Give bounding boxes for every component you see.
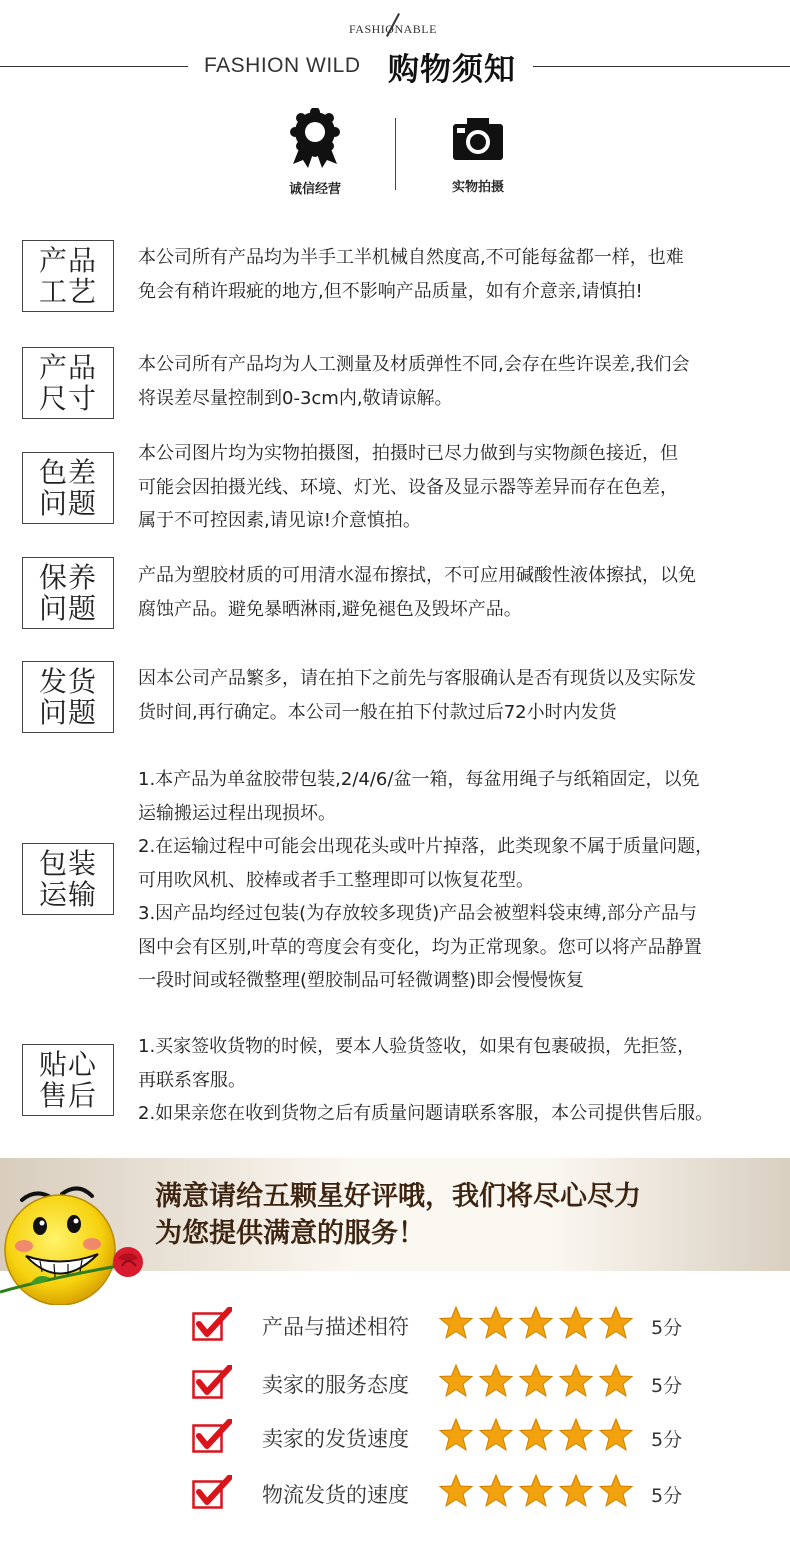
section-text-line: 2.如果亲您在收到货物之后有质量问题请联系客服，本公司提供售后服。	[138, 1103, 714, 1124]
section-text-line: 1.买家签收货物的时候，要本人验货签收，如果有包裹破损，先拒签，	[138, 1036, 696, 1057]
star-icon	[558, 1473, 594, 1509]
checkbox-checked-icon	[192, 1475, 232, 1509]
page-title: 购物须知	[388, 52, 516, 88]
award-ribbon-icon	[289, 108, 341, 168]
rating-score: 5分	[651, 1429, 683, 1451]
section-label-line: 问题	[38, 592, 97, 625]
section-text	[138, 437, 778, 538]
star-icon	[438, 1473, 474, 1509]
star-icon	[598, 1473, 634, 1509]
section-label-line: 贴心	[38, 1048, 97, 1081]
rating-row	[0, 1417, 790, 1457]
section-label-line: 产品	[38, 351, 97, 384]
section-text	[138, 241, 778, 308]
star-icon	[558, 1417, 594, 1453]
star-icon	[438, 1417, 474, 1453]
section-text-line: 腐蚀产品。避免暴晒淋雨,避免褪色及毁坏产品。	[138, 598, 522, 620]
section-label-line: 色差	[38, 456, 97, 489]
star-icon	[478, 1363, 514, 1399]
section-text	[138, 1030, 778, 1131]
header-small-text: FASHIONABLE	[349, 22, 437, 36]
section-label-line: 工艺	[38, 275, 97, 308]
rating-score: 5分	[651, 1485, 683, 1507]
star-rating	[438, 1417, 634, 1453]
star-icon	[558, 1363, 594, 1399]
section-label-line: 问题	[38, 487, 97, 520]
section-label-line: 售后	[38, 1079, 97, 1112]
rating-label: 卖家的发货速度	[262, 1427, 409, 1451]
star-icon	[558, 1305, 594, 1341]
section-text-line: 3.因产品均经过包装(为存放较多现货)产品会被塑料袋束缚,部分产品与	[138, 903, 697, 924]
section-label	[22, 347, 114, 419]
star-icon	[518, 1305, 554, 1341]
star-icon	[518, 1417, 554, 1453]
header-rule-right	[533, 66, 790, 67]
rating-label: 卖家的服务态度	[262, 1373, 409, 1397]
section-label-line: 包装	[38, 847, 97, 880]
star-icon	[518, 1363, 554, 1399]
star-icon	[598, 1417, 634, 1453]
camera-icon	[451, 116, 505, 162]
section-label	[22, 843, 114, 915]
section-label	[22, 1044, 114, 1116]
section-text-line: 将误差尽量控制到0-3cm内,敬请谅解。	[138, 387, 453, 409]
section-text-line: 图中会有区别,叶草的弯度会有变化，均为正常现象。您可以将产品静置	[138, 936, 702, 958]
section-label-line: 发货	[38, 665, 97, 698]
section-text	[138, 662, 778, 729]
section-label	[22, 452, 114, 524]
rating-label: 产品与描述相符	[262, 1315, 409, 1339]
section-text-line: 属于不可控因素,请见谅!介意慎拍。	[138, 510, 421, 531]
banner-line: 为您提供满意的服务！	[155, 1218, 425, 1249]
checkbox-checked-icon	[192, 1419, 232, 1453]
banner-text	[155, 1178, 641, 1252]
smiley-with-rose-icon	[0, 1160, 160, 1305]
star-icon	[518, 1473, 554, 1509]
section-text-line: 免会有稍许瑕疵的地方,但不影响产品质量，如有介意亲,请慎拍!	[138, 280, 643, 302]
rating-row	[0, 1305, 790, 1345]
star-rating	[438, 1305, 634, 1341]
star-rating	[438, 1473, 634, 1509]
section-text	[138, 559, 778, 626]
star-icon	[598, 1305, 634, 1341]
star-icon	[438, 1305, 474, 1341]
header-brand: FASHION WILD	[204, 54, 361, 77]
section-label-line: 保养	[38, 561, 97, 594]
section-label	[22, 557, 114, 629]
checkbox-checked-icon	[192, 1307, 232, 1341]
star-icon	[598, 1363, 634, 1399]
rating-row	[0, 1473, 790, 1513]
star-icon	[438, 1363, 474, 1399]
section-label	[22, 661, 114, 733]
section-text-line: 运输搬运过程出现损坏。	[138, 802, 336, 824]
section-label-line: 尺寸	[38, 382, 97, 415]
section-label-line: 运输	[38, 878, 97, 911]
section-text	[138, 348, 778, 415]
badge-divider	[395, 118, 396, 190]
section-text-line: 产品为塑胶材质的可用清水湿布擦拭，不可应用碱酸性液体擦拭，以免	[138, 565, 696, 586]
badge-real-photo	[418, 116, 538, 195]
section-text-line: 2.在运输过程中可能会出现花头或叶片掉落，此类现象不属于质量问题，	[138, 836, 714, 857]
banner-line: 满意请给五颗星好评哦，我们将尽心尽力	[155, 1181, 641, 1212]
star-rating	[438, 1363, 634, 1399]
checkbox-checked-icon	[192, 1365, 232, 1399]
section-text-line: 本公司所有产品均为半手工半机械自然度高,不可能每盆都一样，也难	[138, 247, 684, 268]
section-text	[138, 763, 778, 998]
section-text-line: 1.本产品为单盆胶带包装,2/4/6/盆一箱，每盆用绳子与纸箱固定，以免	[138, 769, 700, 790]
header-rule-left	[0, 66, 188, 67]
star-icon	[478, 1473, 514, 1509]
section-label	[22, 240, 114, 312]
rating-score: 5分	[651, 1375, 683, 1397]
badge-honest-business	[255, 108, 375, 197]
section-text-line: 一段时间或轻微整理(塑胶制品可轻微调整)即会慢慢恢复	[138, 970, 585, 991]
section-text-line: 货时间,再行确定。本公司一般在拍下付款过后72小时内发货	[138, 701, 617, 723]
section-text-line: 可用吹风机、胶棒或者手工整理即可以恢复花型。	[138, 869, 534, 891]
badge-label: 诚信经营	[288, 182, 341, 197]
rating-score: 5分	[651, 1317, 683, 1339]
section-label-line: 产品	[38, 244, 97, 277]
badge-label: 实物拍摄	[451, 180, 504, 195]
section-text-line: 可能会因拍摄光线、环境、灯光、设备及显示器等差异而存在色差，	[138, 476, 678, 498]
section-text-line: 本公司所有产品均为人工测量及材质弹性不同,会存在些许误差,我们会	[138, 354, 690, 375]
section-label-line: 问题	[38, 696, 97, 729]
rating-row	[0, 1363, 790, 1403]
section-text-line: 本公司图片均为实物拍摄图，拍摄时已尽力做到与实物颜色接近，但	[138, 443, 678, 464]
section-text-line: 再联系客服。	[138, 1069, 246, 1091]
section-text-line: 因本公司产品繁多，请在拍下之前先与客服确认是否有现货以及实际发	[138, 668, 696, 689]
rating-label: 物流发货的速度	[262, 1483, 409, 1507]
star-icon	[478, 1417, 514, 1453]
star-icon	[478, 1305, 514, 1341]
